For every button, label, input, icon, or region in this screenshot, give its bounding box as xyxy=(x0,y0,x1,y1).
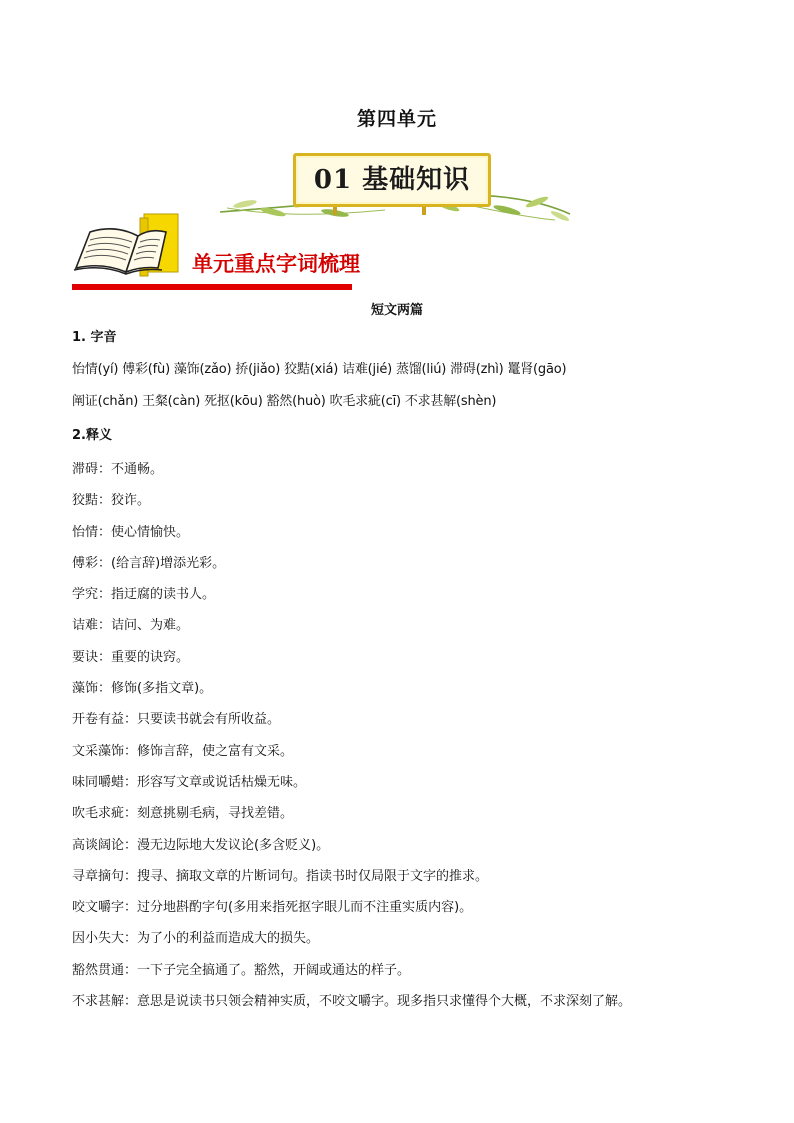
definition-item: 怡情：使心情愉快。 xyxy=(72,524,190,540)
section-heading: 单元重点字词梳理 xyxy=(192,252,360,276)
definition-item: 藻饰：修饰(多指文章)。 xyxy=(72,681,213,697)
banner-frame xyxy=(293,153,491,207)
definition-item: 诘难：诘问、为难。 xyxy=(72,618,190,634)
definition-item: 开卷有益：只要读书就会有所收益。 xyxy=(72,712,281,728)
definition-item: 味同嚼蜡：形容写文章或说话枯燥无味。 xyxy=(72,774,307,790)
definition-item: 傅彩：(给言辞)增添光彩。 xyxy=(72,555,226,571)
pronunciation-line: 阐证(chǎn) 王粲(càn) 死抠(kōu) 豁然(huò) 吹毛求疵(cī) 不求甚解(shèn) xyxy=(72,394,497,409)
definition-item: 吹毛求疵：刻意挑剔毛病，寻找差错。 xyxy=(72,806,294,822)
section-divider xyxy=(72,284,352,290)
definition-item: 学究：指迂腐的读书人。 xyxy=(72,587,216,603)
definition-item: 狡黠：狡诈。 xyxy=(72,493,151,509)
unit-title: 第四单元 xyxy=(356,108,437,130)
definition-item: 滞碍：不通畅。 xyxy=(72,462,164,477)
definition-item: 咬文嚼字：过分地斟酌字句(多用来指死抠字眼儿而不注重实质内容)。 xyxy=(72,900,473,916)
definition-item: 要诀：重要的诀窍。 xyxy=(72,649,190,665)
definition-item: 不求甚解：意思是说读书只领会精神实质，不咬文嚼字。现多指只求懂得个大概，不求深刻了解。 xyxy=(72,994,632,1010)
definition-item: 文采藻饰：修饰言辞，使之富有文采。 xyxy=(72,743,294,759)
definition-item: 寻章摘句：搜寻、摘取文章的片断词句。指读书时仅局限于文字的推求。 xyxy=(72,868,489,884)
definition-item: 高谈阔论：漫无边际地大发议论(多含贬义)。 xyxy=(72,837,330,853)
definition-item: 因小失大：为了小的利益而造成大的损失。 xyxy=(72,931,320,947)
book-icon xyxy=(70,210,190,282)
content-body xyxy=(72,326,732,1017)
definition-item: 豁然贯通：一下子完全搞通了。豁然，开阔或通达的样子。 xyxy=(72,962,411,978)
pronunciation-heading: 1. 字音 xyxy=(72,330,117,345)
pronunciation-line: 怡情(yí) 傅彩(fù) 藻饰(zǎo) 挢(jiǎo) 狡黠(xiá) 诘难(jié) 蒸馏(liú) 滞碍(zhì) 鼍肾(gāo) xyxy=(72,362,567,377)
banner-label: 01 基础知识 xyxy=(313,165,471,195)
section-header xyxy=(70,210,390,296)
definitions-heading: 2.释义 xyxy=(72,428,112,443)
lesson-title: 短文两篇 xyxy=(370,303,423,318)
